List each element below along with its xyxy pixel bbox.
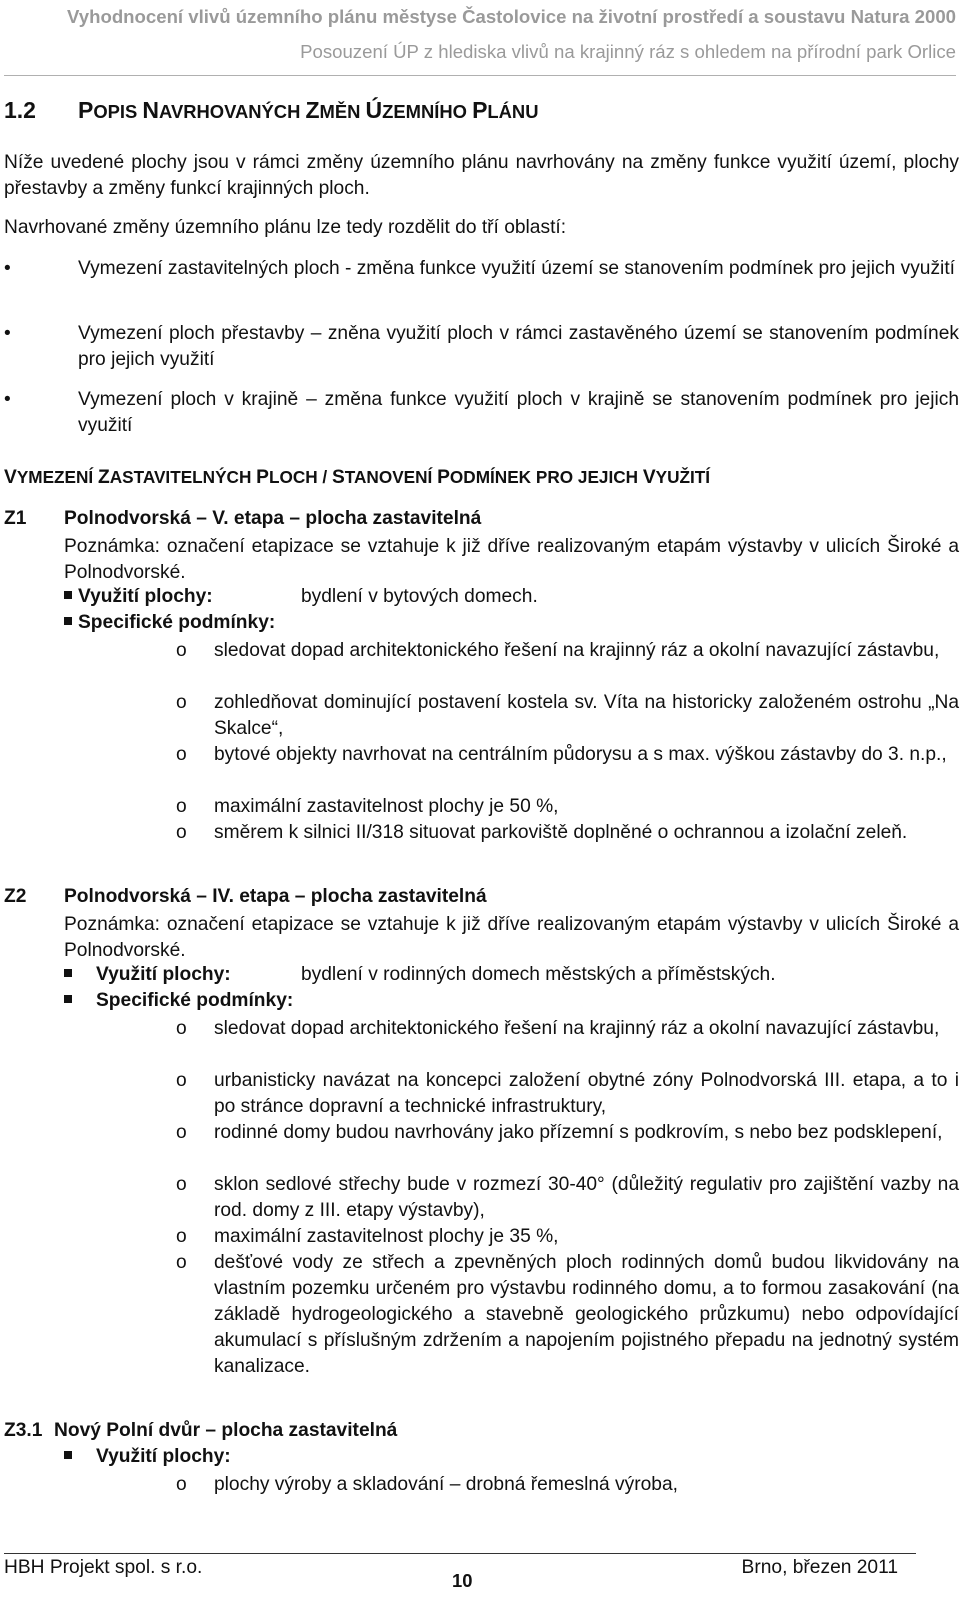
square-bullet-icon [64,969,72,977]
condition-item: o maximální zastavitelnost plochy je 35 %, [152,1224,959,1250]
list-marker-icon: o [176,1018,187,1039]
header-divider [4,75,956,76]
subsection-heading: VYMEZENÍ ZASTAVITELNÝCH PLOCH / STANOVENÍ PODMÍNEK PRO JEJICH VYUŽITÍ [4,467,711,488]
list-marker-icon: o [176,1252,187,1273]
condition-item: o sledovat dopad architektonického řešení na krajinný ráz a okolní navazující zástavbu, [152,638,959,664]
list-marker-icon: o [176,1122,187,1143]
section-number: 1.2 [4,97,36,123]
footer-divider [4,1553,916,1554]
condition-item: o směrem k silnici II/318 situovat parkoviště doplněné o ochrannou a izolační zeleň. [152,820,959,846]
bullet-icon: • [4,258,11,279]
list-marker-icon: o [176,692,187,713]
condition-item: o plochy výroby a skladování – drobná řemeslná výroba, [152,1472,959,1498]
square-bullet-icon [64,995,72,1003]
item-code: Z2 [4,886,27,907]
condition-item: o rodinné domy budou navrhovány jako přízemní s podkrovím, s nebo bez podsklepení, [152,1120,959,1146]
square-bullet-icon [64,1451,72,1459]
list-item: • Vymezení ploch přestavby – zněna využití ploch v rámci zastavěného území se stanovením podmínek pro jejich využití [4,323,959,370]
item-title: Polnodvorská – V. etapa – plocha zastavitelná [64,508,482,529]
item-title: Nový Polní dvůr – plocha zastavitelná [54,1420,398,1441]
list-marker-icon: o [176,640,187,661]
list-item: • Vymezení zastavitelných ploch - změna funkce využití území se stanovením podmínek pro jejich využití [4,256,959,282]
list-item: • Vymezení ploch v krajině – změna funkce využití ploch v krajině se stanovením podmínek pro jejich využití [4,389,959,436]
condition-item: o sklon sedlové střechy bude v rozmezí 30-40° (důležitý regulativ pro zajištění vazby na rod. domy z III. etapy výstavby), [176,1174,959,1221]
intro-lead: Navrhované změny územního plánu lze tedy rozdělit do tří oblastí: [4,217,567,238]
section-title: 1.2 POPIS NAVRHOVANÝCH ZMĚN ÚZEMNÍHO PLÁNU [4,97,539,123]
list-marker-icon: o [176,1226,187,1247]
running-header-subtitle: Posouzení ÚP z hlediska vlivů na krajinný ráz s ohledem na přírodní park Orlice [300,41,956,62]
item-code: Z3.1 [4,1420,43,1441]
conditions-heading: Specifické podmínky: [64,612,275,634]
conditions-heading: Specifické podmínky: [64,990,293,1012]
item-note: Poznámka: označení etapizace se vztahuje k již dříve realizovaným etapám výstavby v ulicích Široké a Polnodvorské. [64,914,959,961]
running-header-title: Vyhodnocení vlivů územního plánu městyse Častolovice na životní prostředí a soustavu Natura 2000 [67,6,956,27]
item-title: Polnodvorská – IV. etapa – plocha zastavitelná [64,886,487,907]
list-marker-icon: o [176,822,187,843]
condition-item: o sledovat dopad architektonického řešení na krajinný ráz a okolní navazující zástavbu, [152,1016,959,1042]
page-number: 10 [452,1570,473,1591]
square-bullet-icon [64,591,72,599]
use-row: Využití plochy: [64,1446,231,1468]
bullet-icon: • [4,389,11,410]
condition-item: o maximální zastavitelnost plochy je 50 %, [152,794,959,820]
condition-item: o zohledňovat dominující postavení kostela sv. Víta na historicky založeném ostrohu „Na Skalce“, [176,692,959,739]
use-row: Využití plochy: bydlení v rodinných domech městských a příměstských. [64,964,231,986]
use-row: Využití plochy: bydlení v bytových domech. [64,586,213,608]
intro-paragraph: Níže uvedené plochy jsou v rámci změny územního plánu navrhovány na změny funkce využití území, plochy přestavby a změny funkcí krajinných ploch. [4,152,959,199]
list-marker-icon: o [176,1174,187,1195]
condition-item: o urbanisticky navázat na koncepci založení obytné zóny Polnodvorská III. etapa, a to i po stránce dopravní a technické infrastruktury, [176,1070,959,1117]
square-bullet-icon [64,617,72,625]
list-marker-icon: o [176,796,187,817]
footer-place-date: Brno, březen 2011 [741,1557,898,1578]
list-marker-icon: o [176,744,187,765]
item-note: Poznámka: označení etapizace se vztahuje k již dříve realizovaným etapám výstavby v ulicích Široké a Polnodvorské. [64,536,959,583]
item-code: Z1 [4,508,27,529]
list-marker-icon: o [176,1474,187,1495]
bullet-icon: • [4,323,11,344]
list-marker-icon: o [176,1070,187,1091]
footer-company: HBH Projekt spol. s r.o. [4,1557,203,1578]
condition-item: o bytové objekty navrhovat na centrálním půdorysu a s max. výškou zástavby do 3. n.p., [152,742,959,768]
condition-item: o dešťové vody ze střech a zpevněných ploch rodinných domů budou likvidovány na vlastním pozemku určeném pro výstavbu rodinného domu, a to formou zasakování (na základě hydrogeologického a stavebně geologického průzkumu) nebo odpovídající akumulací s příslušným zdržením a napojením pojistného přepadu na jednotný systém kanalizace. [176,1252,959,1377]
